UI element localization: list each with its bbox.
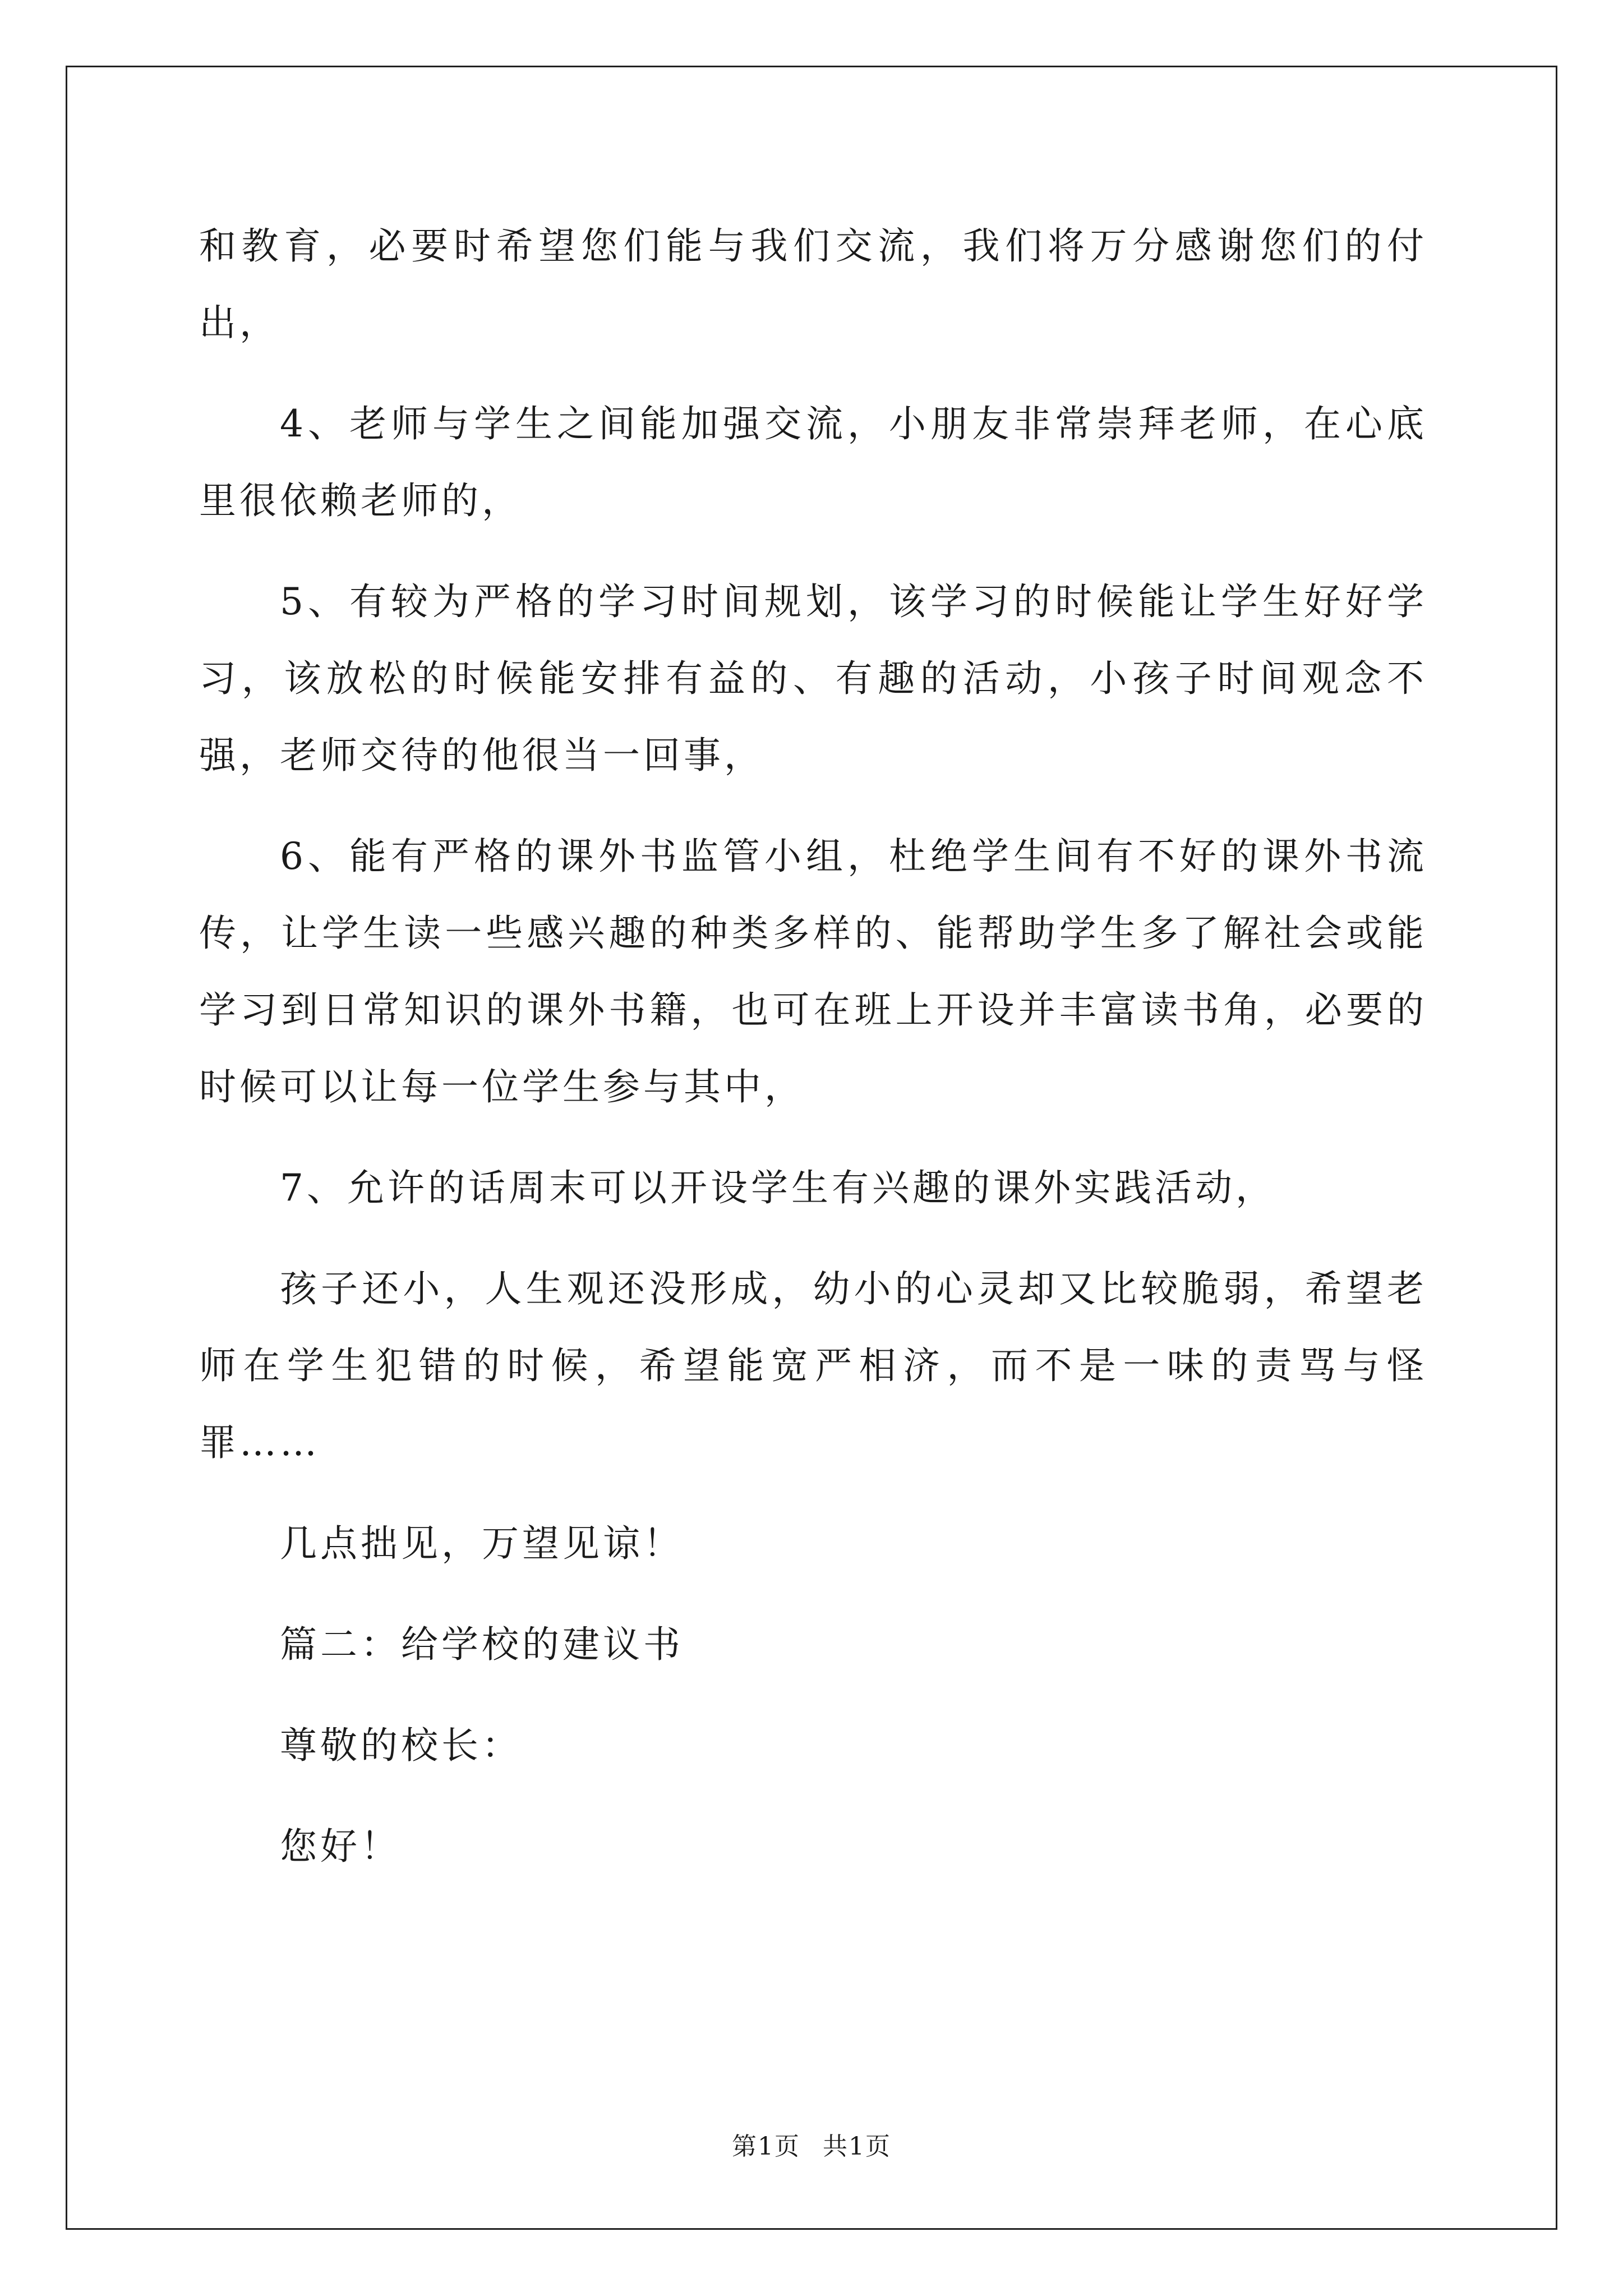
paragraph-3: 5、有较为严格的学习时间规划，该学习的时候能让学生好好学习，该放松的时候能安排有益的、有趣的活动，小孩子时间观念不强，老师交待的他很当一回事， [199,580,1427,777]
greeting: 您好！ [280,1825,401,1868]
paragraph-5: 7、允许的话周末可以开设学生有兴趣的课外实践活动， [280,1166,1276,1209]
page-footer [0,2126,1623,2162]
paragraph-2: 4、老师与学生之间能加强交流，小朋友非常崇拜老师，在心底里很依赖老师的， [199,402,1427,522]
page-number-total: 共1页 [823,2132,891,2161]
section-heading: 篇二：给学校的建议书 [280,1623,684,1666]
paragraph-6: 孩子还小，人生观还没形成，幼小的心灵却又比较脆弱，希望老师在学生犯错的时候，希望能宽严相济，而不是一味的责骂与怪罪…… [199,1267,1427,1464]
salutation: 尊敬的校长： [280,1724,522,1767]
page-number-current: 第1页 [732,2132,800,2161]
paragraph-4: 6、能有严格的课外书监管小组，杜绝学生间有不好的课外书流传，让学生读一些感兴趣的种类多样的、能帮助学生多了解社会或能学习到日常知识的课外书籍，也可在班上开设并丰富读书角，必要的时候可以让每一位学生参与其中， [199,835,1427,1108]
document-body [199,208,1427,1909]
paragraph-1: 和教育，必要时希望您们能与我们交流，我们将万分感谢您们的付出， [199,224,1427,344]
paragraph-7: 几点拙见，万望见谅！ [280,1522,684,1565]
